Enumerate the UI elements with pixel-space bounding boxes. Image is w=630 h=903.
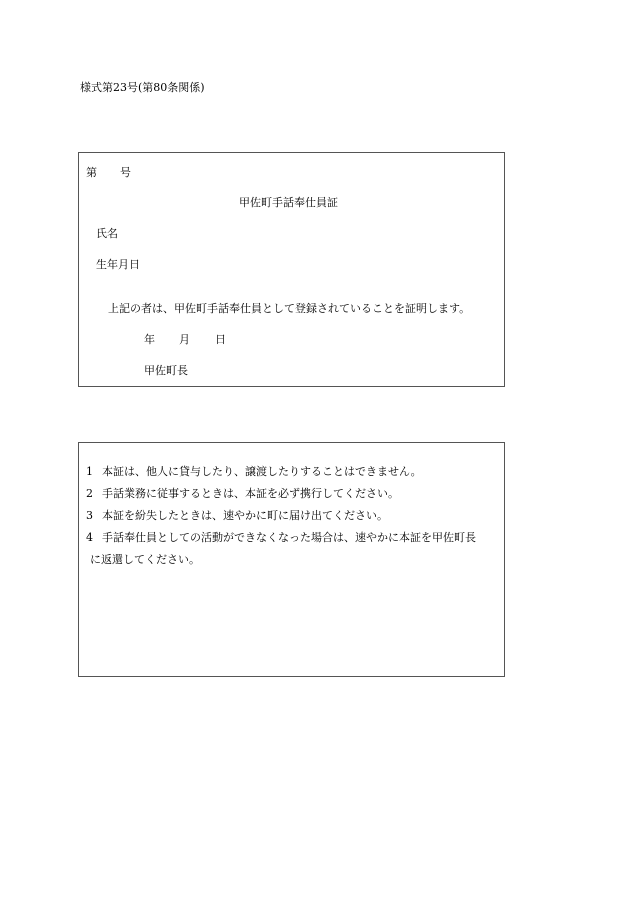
certificate-front <box>78 152 505 387</box>
note-number: 1 <box>86 465 93 478</box>
note-text: 本証は、他人に貸与したり、譲渡したりすることはできません。 <box>102 465 422 478</box>
certification-statement: 上記の者は、甲佐町手話奉仕員として登録されていることを証明します。 <box>108 302 471 315</box>
form-label: 様式第23号(第80条関係) <box>80 81 205 94</box>
note-number: 3 <box>86 509 93 522</box>
note-number: 2 <box>86 487 93 500</box>
name-label: 氏名 <box>96 227 118 240</box>
certificate-back <box>78 442 505 677</box>
note-text: 手話奉仕員としての活動ができなくなった場合は、速やかに本証を甲佐町長 <box>102 531 476 544</box>
certificate-title: 甲佐町手話奉仕員証 <box>239 196 338 209</box>
issuer-label: 甲佐町長 <box>144 364 188 377</box>
note-number: 4 <box>86 531 93 544</box>
date-day-label: 日 <box>215 333 226 346</box>
number-prefix: 第 <box>86 166 97 179</box>
birthdate-label: 生年月日 <box>96 258 140 271</box>
note-text: 手話業務に従事するときは、本証を必ず携行してください。 <box>102 487 399 500</box>
number-suffix: 号 <box>120 166 131 179</box>
note-text: 本証を紛失したときは、速やかに町に届け出てください。 <box>102 509 388 522</box>
date-year-label: 年 <box>144 333 155 346</box>
date-month-label: 月 <box>179 333 190 346</box>
note-text-continued: に返還してください。 <box>90 553 200 566</box>
